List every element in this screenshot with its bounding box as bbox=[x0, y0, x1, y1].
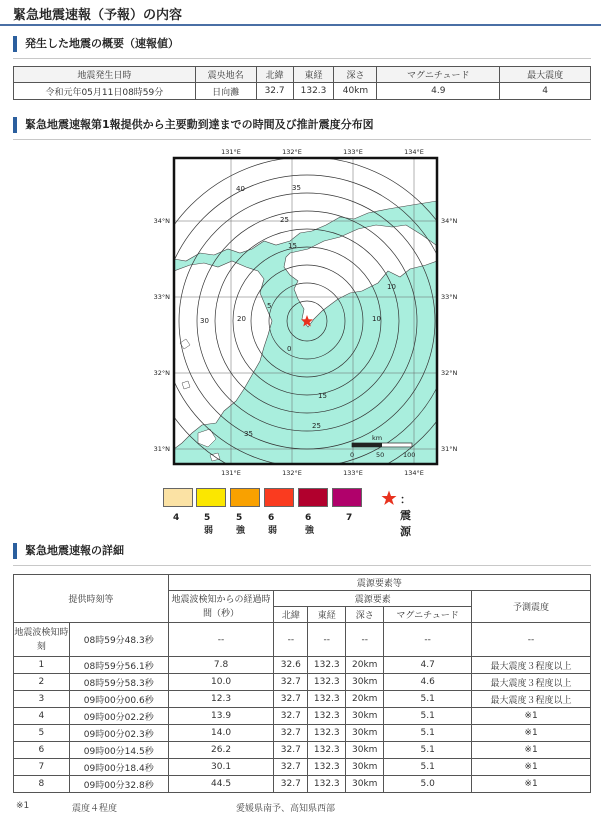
contour-label: 15 bbox=[288, 242, 297, 250]
summary-header: マグニチュード bbox=[377, 67, 500, 83]
summary-cell: 32.7 bbox=[256, 83, 293, 100]
summary-header-row bbox=[14, 67, 591, 83]
longitude: 132.3 bbox=[308, 657, 346, 674]
longitude: 132.3 bbox=[308, 674, 346, 691]
report-time: 09時00分32.8秒 bbox=[69, 776, 168, 793]
header-time: 提供時刻等 bbox=[14, 575, 169, 623]
scale-unit: km bbox=[372, 434, 383, 442]
legend-label: 5強 bbox=[236, 513, 246, 536]
summary-cell: 令和元年05月11日08時59分 bbox=[14, 83, 196, 100]
details-heading-rule bbox=[13, 565, 591, 566]
report-number: 1 bbox=[14, 657, 70, 674]
lon-label: 132°E bbox=[282, 469, 302, 477]
latitude: 32.7 bbox=[274, 708, 308, 725]
summary-header: 東経 bbox=[293, 67, 334, 83]
detection-label: 地震波検知時刻 bbox=[14, 623, 70, 657]
lon-label: 134°E bbox=[404, 148, 424, 156]
predicted-intensity: 最大震度３程度以上 bbox=[472, 657, 591, 674]
contour-label: 10 bbox=[372, 315, 381, 323]
summary-header: 北緯 bbox=[256, 67, 293, 83]
latitude: 32.7 bbox=[274, 776, 308, 793]
header-elapsed: 地震波検知からの経過時間（秒） bbox=[168, 591, 274, 623]
depth: 30km bbox=[346, 674, 384, 691]
summary-cell: 日向灘 bbox=[195, 83, 256, 100]
magnitude: 5.0 bbox=[384, 776, 472, 793]
lat-label: 34°N bbox=[441, 217, 458, 225]
report-number: 8 bbox=[14, 776, 70, 793]
report-row bbox=[14, 657, 591, 674]
contour-label: 25 bbox=[312, 422, 321, 430]
legend-swatch bbox=[332, 488, 362, 507]
longitude: 132.3 bbox=[308, 691, 346, 708]
detection-time: 08時59分48.3秒 bbox=[69, 623, 168, 657]
legend-swatch bbox=[230, 488, 260, 507]
header-lon: 東経 bbox=[308, 607, 346, 623]
legend-label: 5弱 bbox=[204, 513, 214, 536]
elapsed-seconds: 12.3 bbox=[168, 691, 274, 708]
summary-header: 最大震度 bbox=[500, 67, 591, 83]
latitude: 32.7 bbox=[274, 691, 308, 708]
legend-label: 6強 bbox=[305, 513, 315, 536]
elapsed-seconds: 7.8 bbox=[168, 657, 274, 674]
magnitude: 5.1 bbox=[384, 725, 472, 742]
details-table bbox=[13, 574, 591, 793]
report-number: 3 bbox=[14, 691, 70, 708]
lat-label: 31°N bbox=[153, 445, 170, 453]
report-time: 08時59分58.3秒 bbox=[69, 674, 168, 691]
report-number: 2 bbox=[14, 674, 70, 691]
header-source: 震源要素等 bbox=[168, 575, 590, 591]
lat-label: 33°N bbox=[441, 293, 458, 301]
report-row bbox=[14, 691, 591, 708]
contour-label: 40 bbox=[236, 185, 245, 193]
legend-epicenter-label: ：震源 bbox=[400, 493, 411, 538]
lon-label: 133°E bbox=[343, 469, 363, 477]
header-lat: 北緯 bbox=[274, 607, 308, 623]
summary-row bbox=[14, 83, 591, 100]
elapsed-seconds: 13.9 bbox=[168, 708, 274, 725]
scale-tick: 0 bbox=[350, 451, 355, 459]
contour-label: 10 bbox=[387, 283, 396, 291]
predicted-intensity: ※1 bbox=[472, 759, 591, 776]
lat-label: 32°N bbox=[441, 369, 458, 377]
lat-label: 32°N bbox=[153, 369, 170, 377]
latitude: 32.7 bbox=[274, 742, 308, 759]
latitude: 32.7 bbox=[274, 674, 308, 691]
lon-labels-top bbox=[221, 148, 424, 156]
report-row bbox=[14, 776, 591, 793]
header-depth: 深さ bbox=[346, 607, 384, 623]
scale-tick: 100 bbox=[403, 451, 416, 459]
header-predicted: 予測震度 bbox=[472, 591, 591, 623]
predicted-intensity: ※1 bbox=[472, 725, 591, 742]
report-row bbox=[14, 674, 591, 691]
detection-row bbox=[14, 623, 591, 657]
summary-header: 震央地名 bbox=[195, 67, 256, 83]
lon-label: 132°E bbox=[282, 148, 302, 156]
contour-label: 35 bbox=[244, 430, 253, 438]
lat-label: 33°N bbox=[153, 293, 170, 301]
lat-label: 31°N bbox=[441, 445, 458, 453]
magnitude: 5.1 bbox=[384, 691, 472, 708]
longitude: 132.3 bbox=[308, 759, 346, 776]
elapsed-seconds: 14.0 bbox=[168, 725, 274, 742]
report-number: 7 bbox=[14, 759, 70, 776]
longitude: 132.3 bbox=[308, 725, 346, 742]
report-number: 5 bbox=[14, 725, 70, 742]
depth: 30km bbox=[346, 776, 384, 793]
dash-cell: -- bbox=[472, 623, 591, 657]
legend-swatch bbox=[163, 488, 193, 507]
footnote-regions: 愛媛県南予、高知県西部 bbox=[236, 804, 336, 814]
summary-cell: 4 bbox=[500, 83, 591, 100]
depth: 20km bbox=[346, 657, 384, 674]
map-heading-rule bbox=[13, 139, 591, 140]
depth: 30km bbox=[346, 742, 384, 759]
legend-star-icon bbox=[381, 490, 397, 506]
lon-labels-bottom bbox=[221, 469, 424, 477]
report-time: 09時00分18.4秒 bbox=[69, 759, 168, 776]
contour-label: 20 bbox=[237, 315, 246, 323]
report-time: 09時00分02.3秒 bbox=[69, 725, 168, 742]
magnitude: 5.1 bbox=[384, 708, 472, 725]
dash-cell: -- bbox=[168, 623, 274, 657]
contour-label: 15 bbox=[318, 392, 327, 400]
predicted-intensity: 最大震度３程度以上 bbox=[472, 674, 591, 691]
elapsed-seconds: 26.2 bbox=[168, 742, 274, 759]
summary-heading-rule bbox=[13, 58, 591, 59]
predicted-intensity: 最大震度３程度以上 bbox=[472, 691, 591, 708]
details-heading: 緊急地震速報の詳細 bbox=[13, 543, 124, 559]
lat-labels-right bbox=[441, 217, 458, 453]
magnitude: 4.6 bbox=[384, 674, 472, 691]
longitude: 132.3 bbox=[308, 742, 346, 759]
report-time: 09時00分14.5秒 bbox=[69, 742, 168, 759]
report-row bbox=[14, 742, 591, 759]
footnote-text: 震度４程度 bbox=[72, 804, 118, 814]
summary-table bbox=[13, 66, 591, 100]
contour-label: 30 bbox=[200, 317, 209, 325]
report-row bbox=[14, 759, 591, 776]
elapsed-seconds: 10.0 bbox=[168, 674, 274, 691]
summary-cell: 40km bbox=[334, 83, 377, 100]
legend-label: 6弱 bbox=[268, 513, 278, 536]
legend-swatch bbox=[298, 488, 328, 507]
lon-label: 133°E bbox=[343, 148, 363, 156]
contour-label: 35 bbox=[292, 184, 301, 192]
dash-cell: -- bbox=[346, 623, 384, 657]
magnitude: 5.1 bbox=[384, 759, 472, 776]
header-magnitude: マグニチュード bbox=[384, 607, 472, 623]
summary-header: 地震発生日時 bbox=[14, 67, 196, 83]
report-row bbox=[14, 708, 591, 725]
lon-label: 131°E bbox=[221, 469, 241, 477]
report-time: 08時59分56.1秒 bbox=[69, 657, 168, 674]
depth: 30km bbox=[346, 708, 384, 725]
magnitude: 4.7 bbox=[384, 657, 472, 674]
contour-label: 25 bbox=[280, 216, 289, 224]
elapsed-seconds: 44.5 bbox=[168, 776, 274, 793]
elapsed-seconds: 30.1 bbox=[168, 759, 274, 776]
predicted-intensity: ※1 bbox=[472, 742, 591, 759]
contour-label: 0 bbox=[287, 345, 292, 353]
seismic-map bbox=[140, 143, 458, 481]
report-time: 09時00分00.6秒 bbox=[69, 691, 168, 708]
legend-label: 4 bbox=[173, 513, 180, 523]
summary-cell: 4.9 bbox=[377, 83, 500, 100]
depth: 30km bbox=[346, 725, 384, 742]
lon-label: 134°E bbox=[404, 469, 424, 477]
report-row bbox=[14, 725, 591, 742]
contour-label: 5 bbox=[267, 302, 272, 310]
header-elements: 震源要素 bbox=[274, 591, 472, 607]
latitude: 32.7 bbox=[274, 725, 308, 742]
latitude: 32.6 bbox=[274, 657, 308, 674]
page-title: 緊急地震速報（予報）の内容 bbox=[0, 0, 601, 26]
report-number: 6 bbox=[14, 742, 70, 759]
map-heading: 緊急地震速報第1報提供から主要動到達までの時間及び推計震度分布図 bbox=[13, 117, 374, 133]
depth: 20km bbox=[346, 691, 384, 708]
summary-header: 深さ bbox=[334, 67, 377, 83]
magnitude: 5.1 bbox=[384, 742, 472, 759]
legend-label: 7 bbox=[346, 513, 353, 523]
footnote-mark: ※1 bbox=[16, 801, 30, 811]
dash-cell: -- bbox=[274, 623, 308, 657]
dash-cell: -- bbox=[384, 623, 472, 657]
scale-tick: 50 bbox=[376, 451, 385, 459]
summary-heading: 発生した地震の概要（速報値） bbox=[13, 36, 179, 52]
depth: 30km bbox=[346, 759, 384, 776]
lat-label: 34°N bbox=[153, 217, 170, 225]
report-number: 4 bbox=[14, 708, 70, 725]
summary-cell: 132.3 bbox=[293, 83, 334, 100]
lon-label: 131°E bbox=[221, 148, 241, 156]
predicted-intensity: ※1 bbox=[472, 776, 591, 793]
details-header-row bbox=[14, 575, 591, 591]
dash-cell: -- bbox=[308, 623, 346, 657]
lat-labels-left bbox=[154, 217, 171, 453]
legend-swatch bbox=[264, 488, 294, 507]
legend-swatch bbox=[196, 488, 226, 507]
longitude: 132.3 bbox=[308, 776, 346, 793]
longitude: 132.3 bbox=[308, 708, 346, 725]
report-time: 09時00分02.2秒 bbox=[69, 708, 168, 725]
predicted-intensity: ※1 bbox=[472, 708, 591, 725]
latitude: 32.7 bbox=[274, 759, 308, 776]
